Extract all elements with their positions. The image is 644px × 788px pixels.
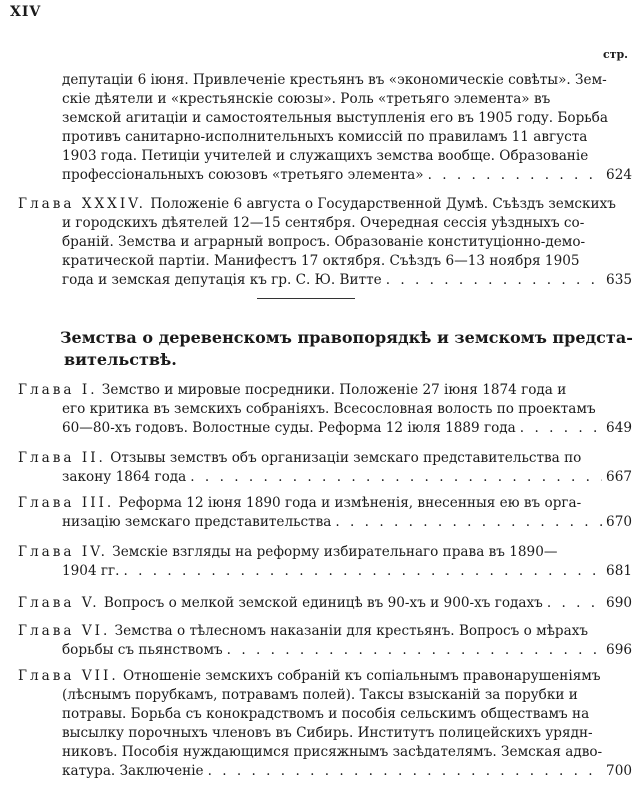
entry-last-line — [18, 513, 632, 532]
leader-dots — [520, 419, 602, 438]
entry-line: бранiй. Земства и аграрный вопросъ. Образованiе конституцiонно-демо- — [62, 234, 586, 250]
entry-line: скiе дѣятели и «крестьянскiе союзы». Роль «третьяго элемента» въ — [62, 91, 551, 107]
toc-entry-chapter-7 — [18, 667, 632, 781]
entry-text: Земства о тѣлесномъ наказанiи для крестьянъ. Вопросъ о мѣрахъ — [114, 623, 589, 639]
chapter-label: Глава IV. — [18, 544, 108, 560]
entry-line: (лѣснымъ порубкамъ, потравамъ полей). Таксы взысканiй за порубки и — [62, 687, 578, 703]
chapter-label: Глава VII. — [18, 668, 119, 684]
entry-line: противъ санитарно-исполнительныхъ комиссiй по правиламъ 11 августа — [62, 129, 588, 145]
toc-entry-chapter-2 — [18, 449, 632, 487]
leader-dots — [428, 166, 602, 185]
chapter-label: Глава XXXIV. — [18, 196, 146, 212]
page-column-header: стр. — [602, 48, 628, 61]
page-ref: 690 — [606, 595, 632, 611]
page-ref: 696 — [606, 642, 632, 658]
entry-first-line — [18, 449, 632, 468]
entry-last-line — [18, 762, 632, 781]
entry-text: Отзывы земствъ объ организацiи земскаго представительства по — [110, 450, 582, 466]
entry-text: катура. Заключенiе — [62, 763, 204, 779]
entry-line: 1903 года. Петицiи учителей и служащихъ земства вообще. Образованiе — [62, 148, 589, 164]
entry-text: 60—80-хъ годовъ. Волостные суды. Реформа 12 iюля 1889 года — [62, 420, 516, 436]
page-ref: 635 — [606, 272, 632, 288]
entry-line: кратической партiи. Манифестъ 17 октября. Съѣздъ 6—13 ноября 1905 — [62, 253, 580, 269]
page-number: XIV — [10, 4, 42, 20]
entry-line: потравы. Борьба съ конокрадствомъ и пособiя сельскимъ обществамъ на — [62, 706, 590, 722]
chapter-label: Глава I. — [18, 382, 98, 398]
leader-dots — [386, 271, 602, 290]
entry-line: высылку порочныхъ членовъ въ Сибирь. Институтъ полицейскихъ урядн- — [62, 725, 593, 741]
entry-last-line — [18, 468, 632, 487]
toc-entry-chapter-34 — [18, 195, 632, 290]
leader-dots — [227, 641, 602, 660]
toc-entry-chapter-5 — [18, 594, 632, 613]
entry-text: 1904 гг. — [62, 563, 120, 579]
leader-dots — [190, 468, 602, 487]
entry-text: Отношенiе земскихъ собранiй къ сопiальнымъ правонарушенiямъ — [123, 668, 601, 684]
entry-text: закону 1864 года — [62, 469, 187, 485]
toc-entry-continuation — [18, 71, 632, 185]
chapter-label: Глава II. — [18, 450, 106, 466]
entry-first-line — [18, 195, 632, 214]
chapter-label: Глава VI. — [18, 623, 111, 639]
toc-entry-chapter-1 — [18, 381, 632, 438]
entry-text: Вопросъ о мелкой земской единицѣ въ 90-хъ и 900-хъ годахъ — [103, 595, 543, 611]
section-divider — [257, 298, 355, 299]
leader-dots — [335, 513, 602, 532]
entry-text: профессiональныхъ союзовъ «третьяго элемента» — [62, 167, 424, 183]
entry-line: его критика въ земскихъ собранiяхъ. Всесословная волость по проектамъ — [62, 401, 596, 417]
chapter-label: Глава III. — [18, 495, 115, 511]
page-ref: 649 — [606, 420, 632, 436]
page-ref: 681 — [606, 563, 632, 579]
entry-last-line — [18, 594, 632, 613]
leader-dots — [208, 762, 602, 781]
entry-line: земской агитацiи и самостоятельныя выступленiя его въ 1905 году. Борьба — [62, 110, 608, 126]
leader-dots — [123, 562, 602, 581]
entry-first-line — [18, 667, 632, 686]
entry-text: года и земская депутацiя къ гр. С. Ю. Витте — [62, 272, 382, 288]
entry-line: и городскихъ дѣятелей 12—15 сентября. Очередная сессiя уѣздныхъ со- — [62, 215, 585, 231]
entry-last-line — [18, 166, 632, 185]
section-title-line: вительствѣ. — [64, 350, 177, 369]
entry-last-line — [18, 419, 632, 438]
leader-dots — [547, 594, 602, 613]
page-ref: 624 — [606, 167, 632, 183]
entry-text: Земство и мировые посредники. Положенiе 27 iюня 1874 года и — [101, 382, 567, 398]
entry-text — [18, 594, 543, 613]
entry-first-line — [18, 494, 632, 513]
entry-text: низацiю земскаго представительства — [62, 514, 332, 530]
entry-last-line — [18, 641, 632, 660]
entry-line: никовъ. Пособiя нуждающимся присяжнымъ засѣдателямъ. Земская адво- — [62, 744, 603, 760]
entry-last-line — [18, 271, 632, 290]
page-ref: 667 — [606, 469, 632, 485]
entry-last-line — [18, 562, 632, 581]
entry-text: борьбы съ пьянствомъ — [62, 642, 223, 658]
entry-first-line — [18, 622, 632, 641]
toc-entry-chapter-4 — [18, 543, 632, 581]
page-ref: 700 — [606, 763, 632, 779]
entry-text: Земскiе взгляды на реформу избирательнаго права въ 1890— — [112, 544, 558, 560]
page-ref: 670 — [606, 514, 632, 530]
entry-text: Положенiе 6 августа о Государственной Думѣ. Съѣздъ земскихъ — [150, 196, 616, 212]
toc-entry-chapter-3 — [18, 494, 632, 532]
section-title-line: Земства о деревенскомъ правопорядкѣ и земскомъ предста- — [60, 328, 633, 347]
entry-first-line — [18, 543, 632, 562]
entry-line: депутацiи 6 iюня. Привлеченiе крестьянъ въ «экономическiе совѣты». Зем- — [62, 72, 607, 88]
entry-first-line — [18, 381, 632, 400]
section-title — [60, 327, 633, 371]
chapter-label: Глава V. — [18, 595, 100, 611]
entry-text: Реформа 12 iюня 1890 года и измѣненiя, внесенныя ею въ орга- — [118, 495, 582, 511]
toc-entry-chapter-6 — [18, 622, 632, 660]
